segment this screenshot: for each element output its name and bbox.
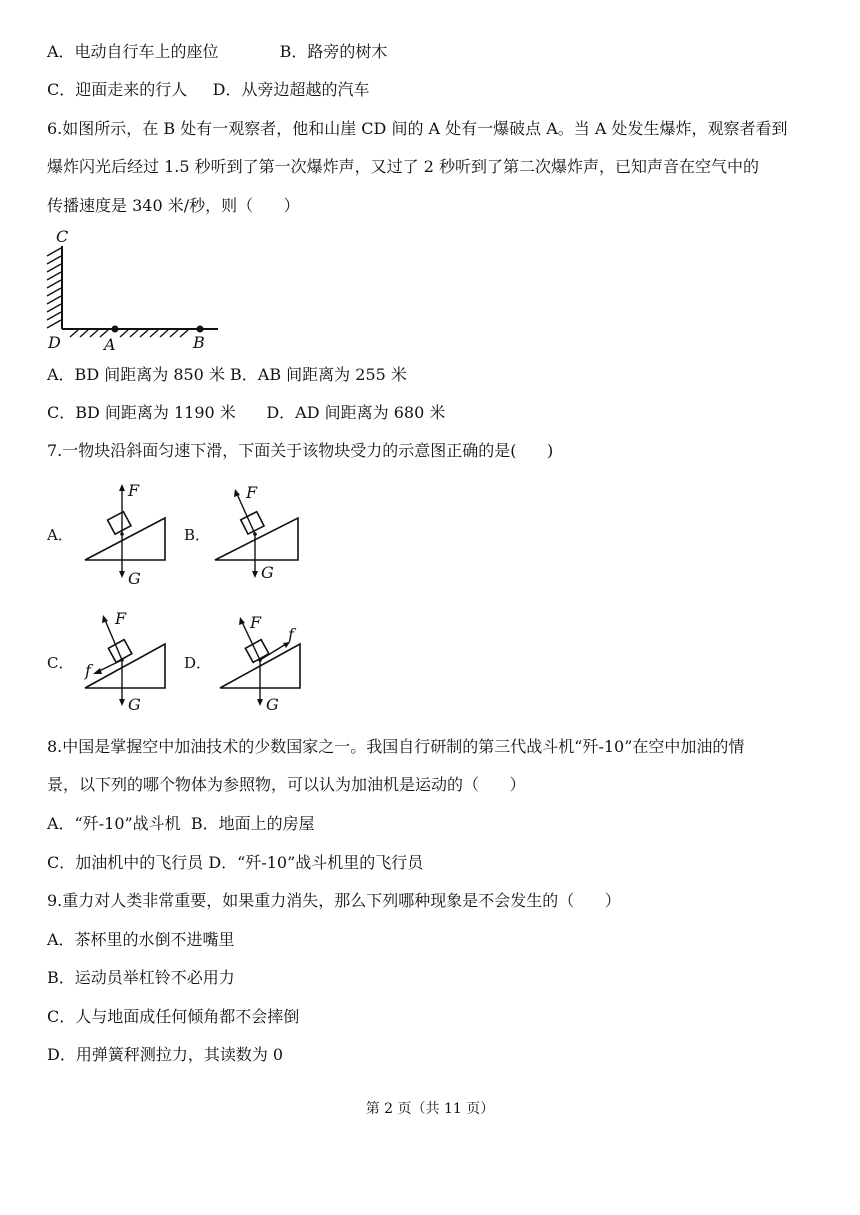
q8-stem-line-1: 8.中国是掌握空中加油技术的少数国家之一。我国自行研制的第三代战斗机“歼-10”在空中加油的情 — [47, 737, 745, 756]
point-b-dot — [197, 326, 204, 333]
q9-option-a: A．茶杯里的水倒不进嘴里 — [47, 930, 235, 949]
force-g-label: G — [266, 695, 279, 714]
friction-label: f — [288, 625, 294, 644]
force-f-label: F — [250, 613, 262, 632]
force-g-label: G — [261, 563, 274, 582]
incline-diagram-b — [210, 478, 310, 590]
q9-option-c: C．人与地面成任何倾角都不会摔倒 — [47, 1007, 300, 1026]
label-c: C — [56, 227, 69, 246]
q9-stem: 9.重力对人类非常重要，如果重力消失，那么下列哪种现象是不会发生的（ ） — [47, 891, 621, 910]
q6-stem-line-2: 爆炸闪光后经过 1.5 秒听到了第一次爆炸声，又过了 2 秒听到了第二次爆炸声，已知声音在空气中的 — [47, 157, 759, 176]
q7-option-b-label: B． — [184, 526, 211, 544]
force-f-label: F — [246, 483, 258, 502]
q5-options-cd: C．迎面走来的行人 D．从旁边超越的汽车 — [47, 80, 370, 99]
q7-option-c-label: C． — [47, 654, 74, 672]
q9-option-d: D．用弹簧秤测拉力，其读数为 0 — [47, 1045, 284, 1064]
label-a: A — [104, 335, 116, 354]
q6-options-cd: C．BD 间距离为 1190 米 D．AD 间距离为 680 米 — [47, 403, 446, 422]
q6-options-ab: A．BD 间距离为 850 米 B．AB 间距离为 255 米 — [47, 365, 407, 384]
force-f-label: F — [128, 481, 140, 500]
label-b: B — [193, 333, 205, 352]
point-a-dot — [112, 326, 119, 333]
q6-stem-line-3: 传播速度是 340 米/秒，则（ ） — [47, 196, 300, 215]
q9-option-b: B．运动员举杠铃不必用力 — [47, 968, 235, 987]
cliff-diagram — [40, 224, 230, 354]
force-g-label: G — [128, 569, 141, 588]
q8-options-cd: C．加油机中的飞行员 D．“歼-10”战斗机里的飞行员 — [47, 853, 424, 872]
q8-stem-line-2: 景，以下列的哪个物体为参照物，可以认为加油机是运动的（ ） — [47, 775, 526, 794]
q7-stem: 7.一物块沿斜面匀速下滑，下面关于该物块受力的示意图正确的是( ) — [47, 441, 554, 460]
q7-option-d-label: D． — [184, 654, 212, 672]
incline-diagram-a — [75, 478, 175, 590]
q8-options-ab: A．“歼-10”战斗机 B．地面上的房屋 — [47, 814, 315, 833]
friction-label: f — [85, 661, 91, 680]
label-d: D — [48, 333, 61, 352]
q7-option-a-label: A． — [47, 526, 73, 544]
force-g-label: G — [128, 695, 141, 714]
page-footer: 第 2 页（共 11 页） — [365, 1101, 495, 1117]
force-f-label: F — [115, 609, 127, 628]
incline-diagram-c — [75, 606, 175, 718]
incline-diagram-d — [210, 606, 310, 718]
q6-stem-line-1: 6.如图所示，在 B 处有一观察者，他和山崖 CD 间的 A 处有一爆破点 A。当 A 处发生爆炸，观察者看到 — [47, 119, 788, 138]
q5-options-ab: A．电动自行车上的座位 B．路旁的树木 — [47, 42, 388, 61]
